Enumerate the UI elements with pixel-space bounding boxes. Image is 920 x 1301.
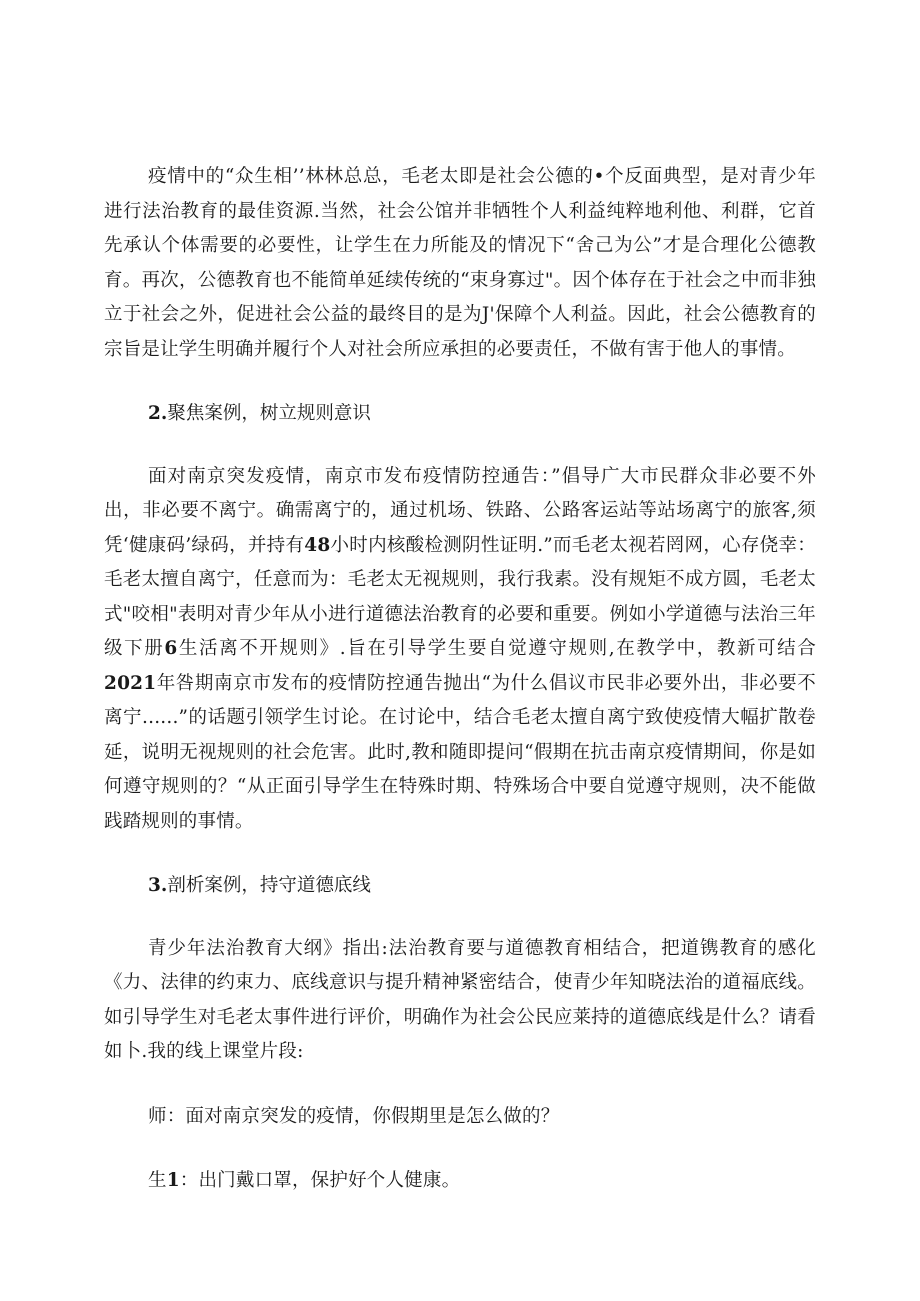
dialogue-teacher: 师：面对南京突发的疫情，你假期里是怎么做的？	[148, 1105, 560, 1127]
paragraph-rules-awareness	[104, 460, 816, 840]
paragraph-number: 6	[164, 638, 178, 659]
paragraph-public-morality: 疫情中的“众生相’’林林总总，毛老太即是社会公德的•个反面典型，是对青少年进行法治教育的最佳资源.当然，社会公馆并非牺牲个人利益纯粹地利他、利群，它首先承认个体需要的必要性，让学生在力所能及的情况下“舍己为公”才是合理化公德教育。再次，公德教育也不能简单延续传统的“束身寡过"。因个体存在于社会之中而非独立于社会之外，促进社会公益的最终目的是为J'保障个人利益。因此，社会公德教育的宗旨是让学生明确并履行个人对社会所应承担的必要责任，不做有害于他人的事情。	[104, 166, 816, 360]
paragraph-text: 年咎期南京市发布的疫情防控通告抛出“为什么倡议市民非必要外出，非必要不离宁......”的话题引领学生讨论。在讨论中，结合毛老太擅自离宁致使疫情大幅扩散卷延，说明无视规则的社会危害。此时,教和随即提问“假期在抗击南京疫情期间，你是如何遵守规则的？“从正面引导学生在特殊时期、特殊场合中要自觉遵守规则，决不能做践踏规则的事情。	[104, 672, 816, 832]
dialogue-student-1	[104, 1164, 816, 1199]
section-heading-2	[104, 397, 816, 432]
dialogue-text: 生	[148, 1170, 167, 1191]
paragraph-text: 面对南京突发疫情，南京市发布疫情防控通告：”倡导广大市民群众非必要不外出，非必要不离宁。确需离宁的，通过机场、铁路、公路客运站等站场离宁的旅客,须凭‘健康码’绿码，并持有	[104, 465, 816, 556]
paragraph-number: 2021	[104, 672, 157, 694]
heading-text: 剖析案例，持守道德底线	[167, 875, 371, 896]
paragraph-moral-bottom-line: 青少年法治教育大纲》指出:法治教育要与道德教育相结合，把道镌教育的感化《力、法律的约束力、底线意识与提升精神紧密结合，使青少年知晓法治的道福底线。如引导学生对毛老太事件进行评价，明确作为社会公民应莱持的道德底线是什么？请看如卜.我的线上课堂片段:	[104, 937, 816, 1062]
paragraph-text: 小时内核酸检测阴性证明.”而毛老太视若罔网，心存侥幸：毛老太擅自离宁，任意而为：毛老太无视规则，我行我素。没有规矩不成方圆，毛老太式"咬相"表明对青少年从小进行道德法治教育的必要和重要。例如小学道德与法治三年级下册	[104, 534, 816, 659]
paragraph-number: 48	[304, 534, 331, 556]
document-body	[104, 160, 816, 1199]
heading-text: 聚焦案例，树立规则意识	[167, 403, 371, 424]
dialogue-text: ：出门戴口罩，保护好个人健康。	[179, 1170, 461, 1191]
heading-number: 2.	[148, 403, 168, 424]
dialogue-number: 1	[166, 1170, 180, 1191]
section-heading-3	[104, 869, 816, 904]
paragraph-text: 生活离不开规则》.旨在引导学生要自觉遵守规则,在教学中，教新可结合	[177, 638, 816, 659]
heading-number: 3.	[148, 875, 168, 896]
